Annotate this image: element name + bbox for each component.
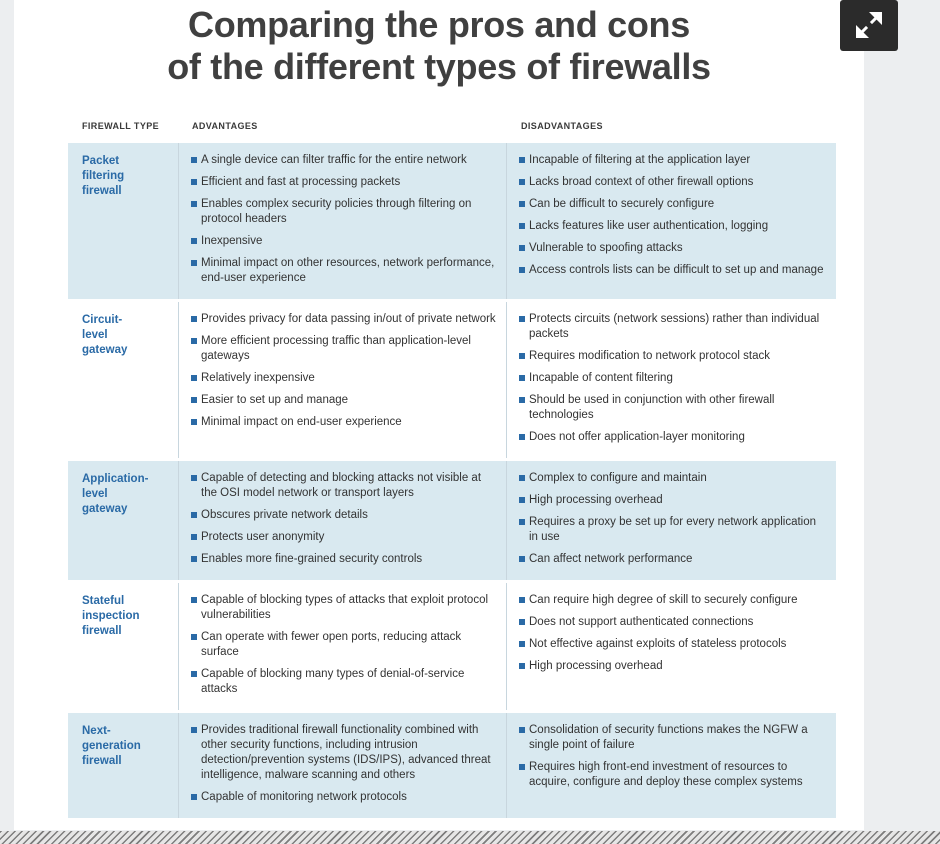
infographic-sheet [14, 0, 864, 830]
disadvantage-item: High processing overhead [519, 493, 828, 508]
title-line-1: Comparing the pros and cons [188, 4, 690, 45]
advantage-item: Minimal impact on other resources, network performance, end-user experience [191, 256, 498, 286]
disadvantage-item: Lacks broad context of other firewall options [519, 175, 828, 190]
firewall-type-cell [68, 302, 179, 458]
advantage-item: Protects user anonymity [191, 530, 498, 545]
disadvantage-item: Complex to configure and maintain [519, 471, 828, 486]
disadvantage-item: Does not support authenticated connections [519, 615, 828, 630]
advantages-cell [179, 583, 507, 710]
advantage-item: Capable of blocking many types of denial-of-service attacks [191, 667, 498, 697]
firewall-type-label: Application- [82, 473, 149, 485]
firewall-type-cell [68, 583, 179, 710]
advantage-item: Capable of monitoring network protocols [191, 790, 498, 805]
firewall-type-label: inspection [82, 610, 140, 622]
firewall-type-label: gateway [82, 503, 128, 515]
advantages-cell [179, 143, 507, 299]
firewall-type-cell [68, 461, 179, 580]
firewall-type-label: Circuit- [82, 314, 123, 326]
advantage-item: Efficient and fast at processing packets [191, 175, 498, 190]
firewall-type-label: firewall [82, 185, 122, 197]
advantage-item: Enables more fine-grained security controls [191, 552, 498, 567]
disadvantages-cell [507, 143, 836, 299]
disadvantage-item: Requires modification to network protocol stack [519, 349, 828, 364]
comparison-table [68, 143, 836, 821]
column-header-disadvantages: DISADVANTAGES [521, 121, 603, 131]
disadvantage-item: Incapable of filtering at the application layer [519, 153, 828, 168]
firewall-type-label: firewall [82, 625, 122, 637]
advantage-item: A single device can filter traffic for the entire network [191, 153, 498, 168]
firewall-type-label: Stateful [82, 595, 125, 607]
disadvantages-cell [507, 461, 836, 580]
hatched-border [0, 831, 940, 844]
disadvantage-item: Can affect network performance [519, 552, 828, 567]
disadvantages-cell [507, 713, 836, 818]
advantages-cell [179, 713, 507, 818]
firewall-type-label: Next- [82, 725, 111, 737]
advantage-item: Provides traditional firewall functionality combined with other security functions, including intrusion detection/prevention systems (IDS/IPS), advanced threat intelligence, malware scanning and others [191, 723, 498, 783]
firewall-type-label: level [82, 488, 108, 500]
firewall-type-label: generation [82, 740, 141, 752]
title-line-2: of the different types of firewalls [167, 46, 711, 87]
advantage-item: Relatively inexpensive [191, 371, 498, 386]
table-row [68, 143, 836, 302]
firewall-type-label: gateway [82, 344, 128, 356]
table-row [68, 302, 836, 461]
firewall-type-label: Packet [82, 155, 120, 167]
advantage-item: Minimal impact on end-user experience [191, 415, 498, 430]
page-title [14, 4, 864, 88]
advantage-item: Capable of blocking types of attacks that exploit protocol vulnerabilities [191, 593, 498, 623]
disadvantages-cell [507, 583, 836, 710]
advantage-item: Inexpensive [191, 234, 498, 249]
column-header-advantages: ADVANTAGES [192, 121, 258, 131]
disadvantage-item: Protects circuits (network sessions) rather than individual packets [519, 312, 828, 342]
firewall-type-label: filtering [82, 170, 125, 182]
table-row [68, 461, 836, 583]
disadvantage-item: Access controls lists can be difficult to set up and manage [519, 263, 828, 278]
table-row [68, 583, 836, 713]
disadvantages-cell [507, 302, 836, 458]
firewall-type-cell [68, 143, 179, 299]
column-header-type: FIREWALL TYPE [82, 121, 160, 131]
disadvantage-item: Does not offer application-layer monitoring [519, 430, 828, 445]
expand-button[interactable] [840, 0, 898, 51]
disadvantage-item: Should be used in conjunction with other firewall technologies [519, 393, 828, 423]
advantage-item: More efficient processing traffic than application-level gateways [191, 334, 498, 364]
firewall-type-cell [68, 713, 179, 818]
disadvantage-item: Can require high degree of skill to securely configure [519, 593, 828, 608]
expand-arrows-icon [852, 8, 886, 42]
disadvantage-item: Incapable of content filtering [519, 371, 828, 386]
disadvantage-item: Can be difficult to securely configure [519, 197, 828, 212]
disadvantage-item: Vulnerable to spoofing attacks [519, 241, 828, 256]
advantages-cell [179, 461, 507, 580]
firewall-type-label: firewall [82, 755, 122, 767]
advantages-cell [179, 302, 507, 458]
advantage-item: Can operate with fewer open ports, reducing attack surface [191, 630, 498, 660]
advantage-item: Obscures private network details [191, 508, 498, 523]
disadvantage-item: Lacks features like user authentication, logging [519, 219, 828, 234]
disadvantage-item: Not effective against exploits of stateless protocols [519, 637, 828, 652]
advantage-item: Capable of detecting and blocking attacks not visible at the OSI model network or transport layers [191, 471, 498, 501]
disadvantage-item: Consolidation of security functions makes the NGFW a single point of failure [519, 723, 828, 753]
advantage-item: Enables complex security policies through filtering on protocol headers [191, 197, 498, 227]
disadvantage-item: Requires high front-end investment of resources to acquire, configure and deploy these complex systems [519, 760, 828, 790]
disadvantage-item: Requires a proxy be set up for every network application in use [519, 515, 828, 545]
firewall-type-label: level [82, 329, 108, 341]
disadvantage-item: High processing overhead [519, 659, 828, 674]
advantage-item: Easier to set up and manage [191, 393, 498, 408]
table-row [68, 713, 836, 821]
advantage-item: Provides privacy for data passing in/out of private network [191, 312, 498, 327]
